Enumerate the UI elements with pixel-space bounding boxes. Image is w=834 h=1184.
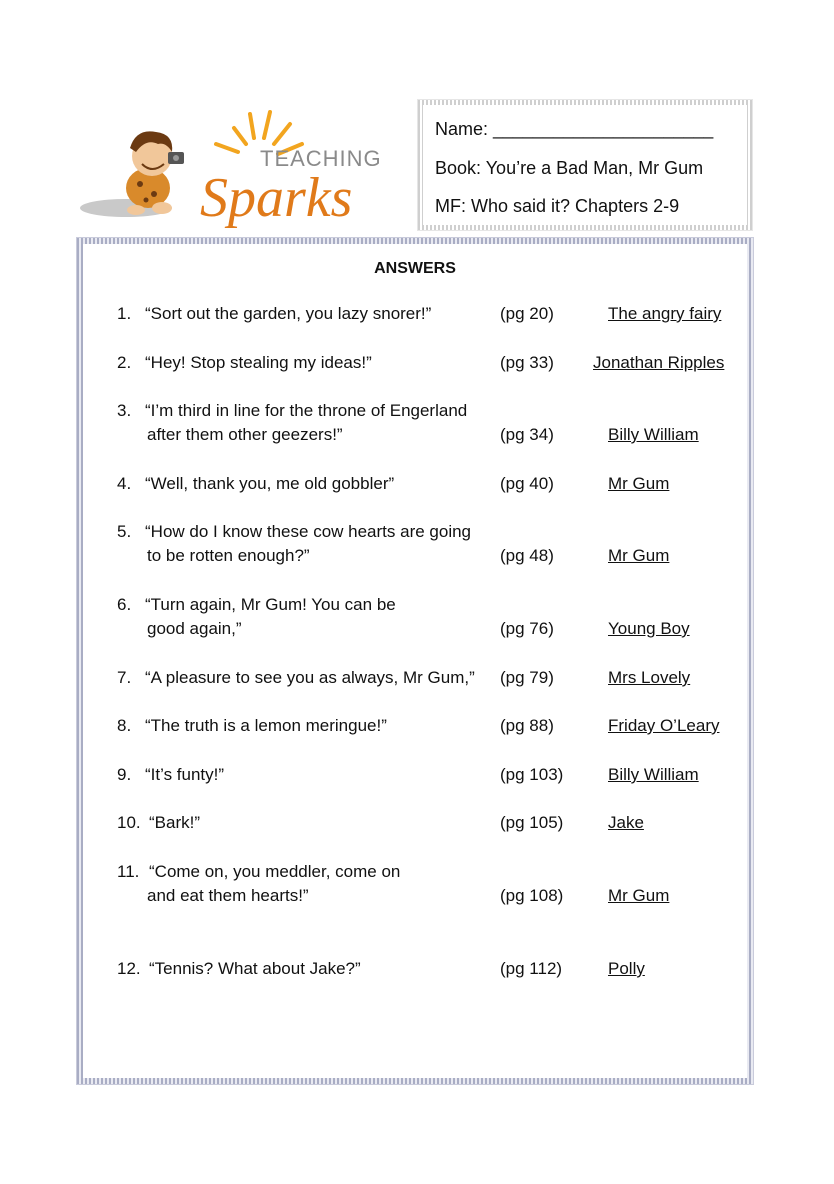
quote-text: “Turn again, Mr Gum! You can be — [145, 595, 396, 614]
item-number: 2. — [117, 353, 132, 372]
quote-text: and eat them hearts!” — [147, 886, 309, 905]
page-reference: (pg 34) — [500, 425, 554, 444]
page-reference: (pg 33) — [500, 353, 554, 372]
speaker-answer: Mrs Lovely — [608, 668, 691, 687]
speaker-answer: Jonathan Ripples — [593, 353, 725, 372]
item-number: 7. — [117, 668, 132, 687]
quote-text: “Come on, you meddler, come on — [149, 862, 401, 881]
speaker-answer: Mr Gum — [608, 474, 670, 493]
item-number: 1. — [117, 304, 132, 323]
item-number: 9. — [117, 765, 132, 784]
page-reference: (pg 105) — [500, 813, 564, 832]
answers-box — [77, 238, 753, 1084]
quote-text: “Tennis? What about Jake?” — [149, 959, 361, 978]
speaker-answer: Jake — [608, 813, 644, 832]
book-title: Book: You’re a Bad Man, Mr Gum — [435, 158, 704, 178]
quote-text: “Well, thank you, me old gobbler” — [145, 474, 395, 493]
item-number: 3. — [117, 401, 132, 420]
item-number: 12. — [117, 959, 141, 978]
item-number: 10. — [117, 813, 141, 832]
item-number: 5. — [117, 522, 132, 541]
quote-text: “It’s funty!” — [145, 765, 225, 784]
item-number: 11. — [117, 862, 140, 881]
quote-text: “I’m third in line for the throne of Engerland — [145, 401, 468, 420]
quote-text: “Bark!” — [149, 813, 200, 832]
worksheet-title: MF: Who said it? Chapters 2-9 — [435, 196, 680, 216]
name-field[interactable]: Name: ______________________ — [435, 119, 714, 139]
quote-text: after them other geezers!” — [147, 425, 343, 444]
student-info-box — [418, 100, 752, 230]
speaker-answer: Billy William — [608, 425, 699, 444]
item-number: 6. — [117, 595, 132, 614]
quote-text: “Hey! Stop stealing my ideas!” — [145, 353, 372, 372]
speaker-answer: Young Boy — [608, 619, 690, 638]
speaker-answer: The angry fairy — [608, 304, 722, 323]
svg-text:TEACHING: TEACHING — [260, 146, 382, 171]
item-number: 4. — [117, 474, 132, 493]
svg-text:Sparks: Sparks — [200, 167, 353, 229]
speaker-answer: Mr Gum — [608, 886, 670, 905]
teaching-sparks-logo — [76, 104, 396, 230]
page-reference: (pg 76) — [500, 619, 554, 638]
page-reference: (pg 108) — [500, 886, 564, 905]
answers-heading: ANSWERS — [374, 260, 456, 277]
page-reference: (pg 88) — [500, 716, 554, 735]
quote-text: to be rotten enough?” — [147, 546, 310, 565]
page-reference: (pg 48) — [500, 546, 554, 565]
quote-text: “Sort out the garden, you lazy snorer!” — [145, 304, 432, 323]
quote-text: “How do I know these cow hearts are going — [145, 522, 472, 541]
quote-text: good again,” — [147, 619, 242, 638]
speaker-answer: Polly — [608, 959, 645, 978]
item-number: 8. — [117, 716, 132, 735]
speaker-answer: Friday O’Leary — [608, 716, 720, 735]
quote-text: “The truth is a lemon meringue!” — [145, 716, 387, 735]
speaker-answer: Mr Gum — [608, 546, 670, 565]
speaker-answer: Billy William — [608, 765, 699, 784]
caveman-camera-icon — [76, 104, 396, 230]
page-reference: (pg 103) — [500, 765, 564, 784]
page-reference: (pg 112) — [500, 959, 563, 978]
page-reference: (pg 40) — [500, 474, 554, 493]
page-reference: (pg 79) — [500, 668, 554, 687]
page-reference: (pg 20) — [500, 304, 554, 323]
quote-text: “A pleasure to see you as always, Mr Gum,” — [145, 668, 475, 687]
